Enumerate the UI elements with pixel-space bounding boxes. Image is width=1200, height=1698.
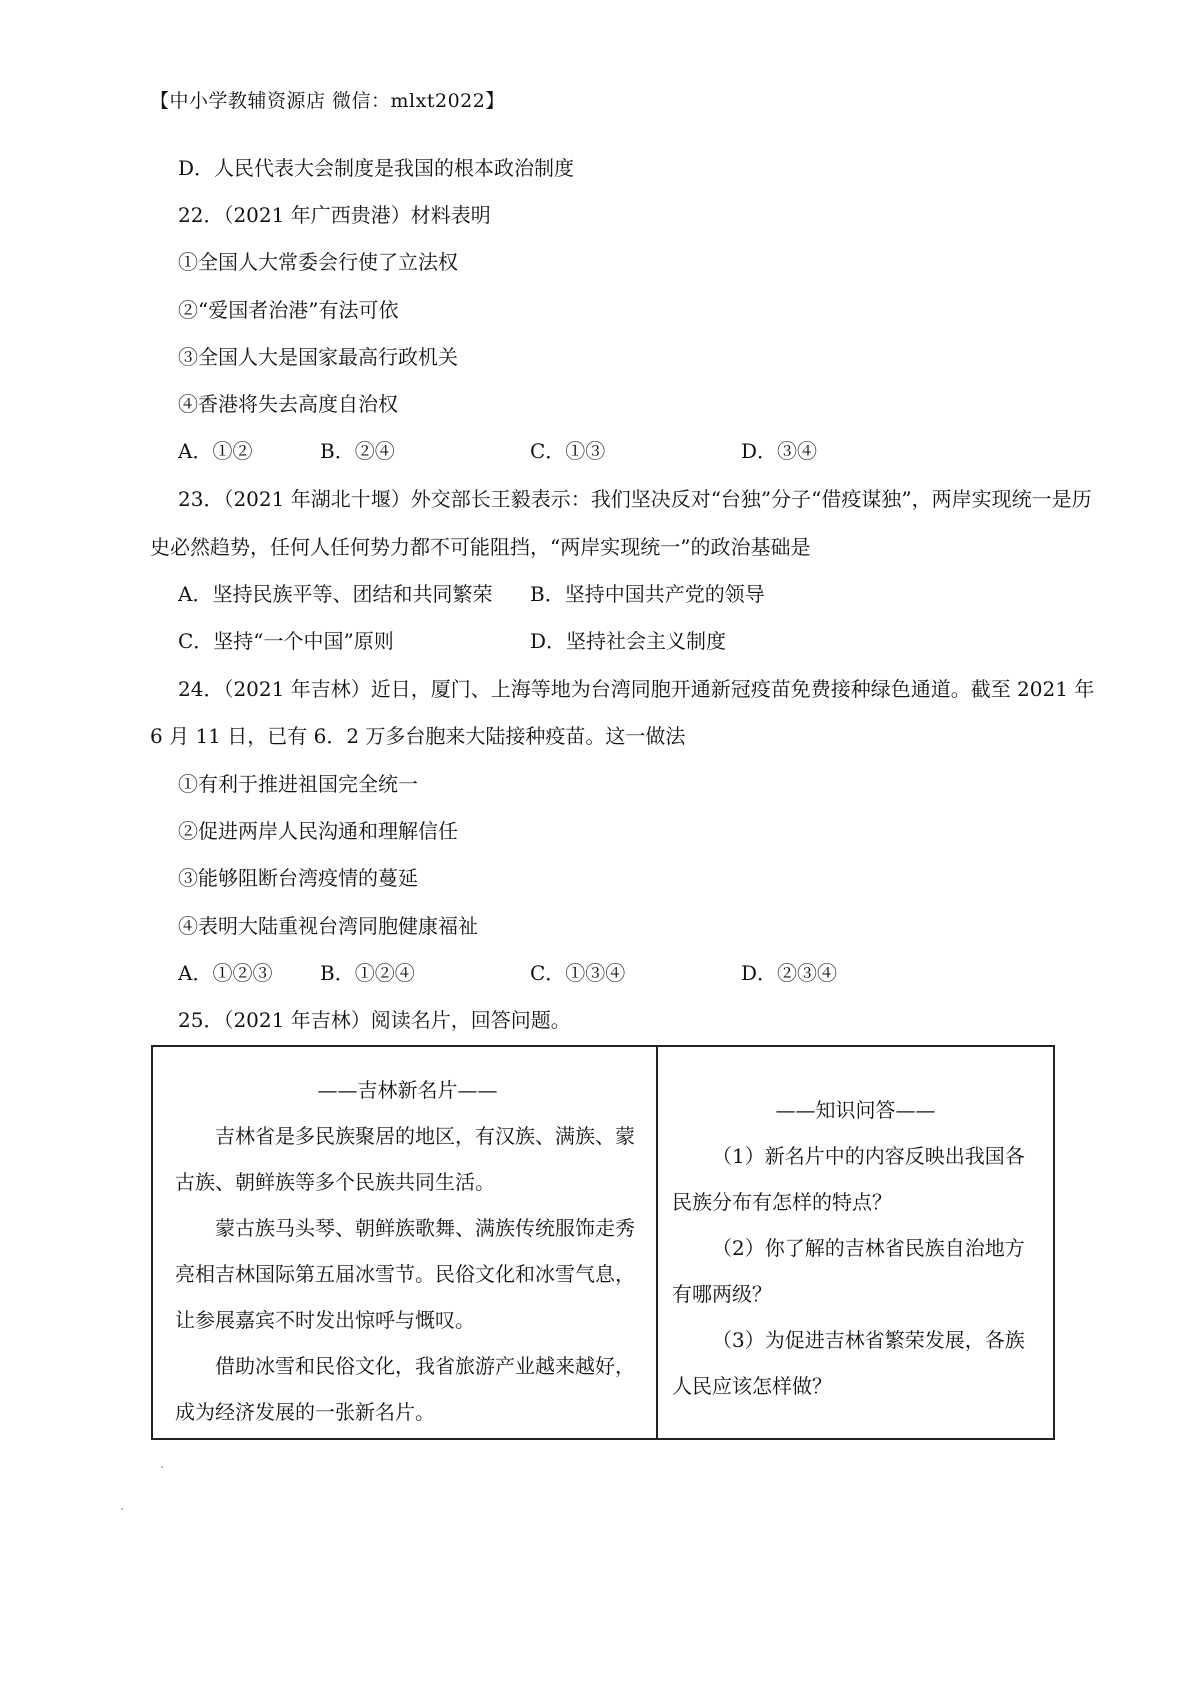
q24-item-4: ④表明大陆重视台湾同胞健康福祉	[178, 914, 478, 938]
page-header: 【中小学教辅资源店 微信：mlxt2022】	[150, 90, 505, 112]
q24-option-b: B．①②④	[320, 961, 415, 985]
qa-item-3: （3）为促进吉林省繁荣发展，各族人民应该怎样做？	[672, 1328, 1025, 1398]
qa-item-1: （1）新名片中的内容反映出我国各民族分布有怎样的特点？	[672, 1144, 1025, 1214]
q23-option-c: C．坚持“一个中国”原则	[178, 629, 394, 653]
q23-stem-line2: 史必然趋势，任何人任何势力都不可能阻挡，“两岸实现统一”的政治基础是	[150, 535, 811, 559]
name-card-table	[151, 1045, 1055, 1440]
q22-item-3: ③全国人大是国家最高行政机关	[178, 345, 458, 369]
q23-option-d: D．坚持社会主义制度	[530, 629, 727, 653]
card-paragraph-3: 借助冰雪和民俗文化，我省旅游产业越来越好，成为经济发展的一张新名片。	[175, 1354, 635, 1424]
q22-item-1: ①全国人大常委会行使了立法权	[178, 250, 458, 274]
q24-option-c: C．①③④	[530, 961, 626, 985]
q22-option-a: A．①②	[178, 439, 253, 463]
q24-stem-line1: 24．（2021 年吉林）近日，厦门、上海等地为台湾同胞开通新冠疫苗免费接种绿色通道。截至 2021 年	[178, 677, 1095, 701]
stray-dot	[121, 1508, 123, 1510]
qa-title: ——知识问答——	[775, 1098, 936, 1122]
card-paragraph-1: 吉林省是多民族聚居的地区，有汉族、满族、蒙古族、朝鲜族等多个民族共同生活。	[175, 1124, 635, 1194]
q24-stem-line2: 6 月 11 日，已有 6．2 万多台胞来大陆接种疫苗。这一做法	[150, 724, 686, 748]
card-left-cell	[153, 1047, 658, 1438]
q25-stem: 25．（2021 年吉林）阅读名片，回答问题。	[178, 1008, 571, 1032]
q22-item-4: ④香港将失去高度自治权	[178, 392, 398, 416]
q21-option-d: D．人民代表大会制度是我国的根本政治制度	[178, 156, 575, 180]
q24-item-1: ①有利于推进祖国完全统一	[178, 772, 418, 796]
stray-dot	[161, 1466, 163, 1468]
q22-item-2: ②“爱国者治港”有法可依	[178, 298, 399, 322]
qa-item-2: （2）你了解的吉林省民族自治地方有哪两级？	[672, 1236, 1025, 1306]
q24-item-2: ②促进两岸人民沟通和理解信任	[178, 819, 458, 843]
q23-option-a: A．坚持民族平等、团结和共同繁荣	[178, 582, 493, 606]
q22-option-b: B．②④	[320, 439, 395, 463]
q23-stem-line1: 23．（2021 年湖北十堰）外交部长王毅表示：我们坚决反对“台独”分子“借疫谋独”，两岸实现统一是历	[178, 487, 1092, 511]
q22-stem: 22．（2021 年广西贵港）材料表明	[178, 203, 491, 227]
q22-option-c: C．①③	[530, 439, 606, 463]
card-right-cell	[658, 1047, 1053, 1438]
q23-option-b: B．坚持中国共产党的领导	[530, 582, 765, 606]
card-title: ——吉林新名片——	[317, 1078, 498, 1102]
q24-item-3: ③能够阻断台湾疫情的蔓延	[178, 866, 418, 890]
q22-option-d: D．③④	[741, 439, 818, 463]
q24-option-a: A．①②③	[178, 961, 273, 985]
q24-option-d: D．②③④	[741, 961, 838, 985]
card-paragraph-2: 蒙古族马头琴、朝鲜族歌舞、满族传统服饰走秀亮相吉林国际第五届冰雪节。民俗文化和冰雪气息，让参展嘉宾不时发出惊呼与慨叹。	[175, 1216, 635, 1332]
